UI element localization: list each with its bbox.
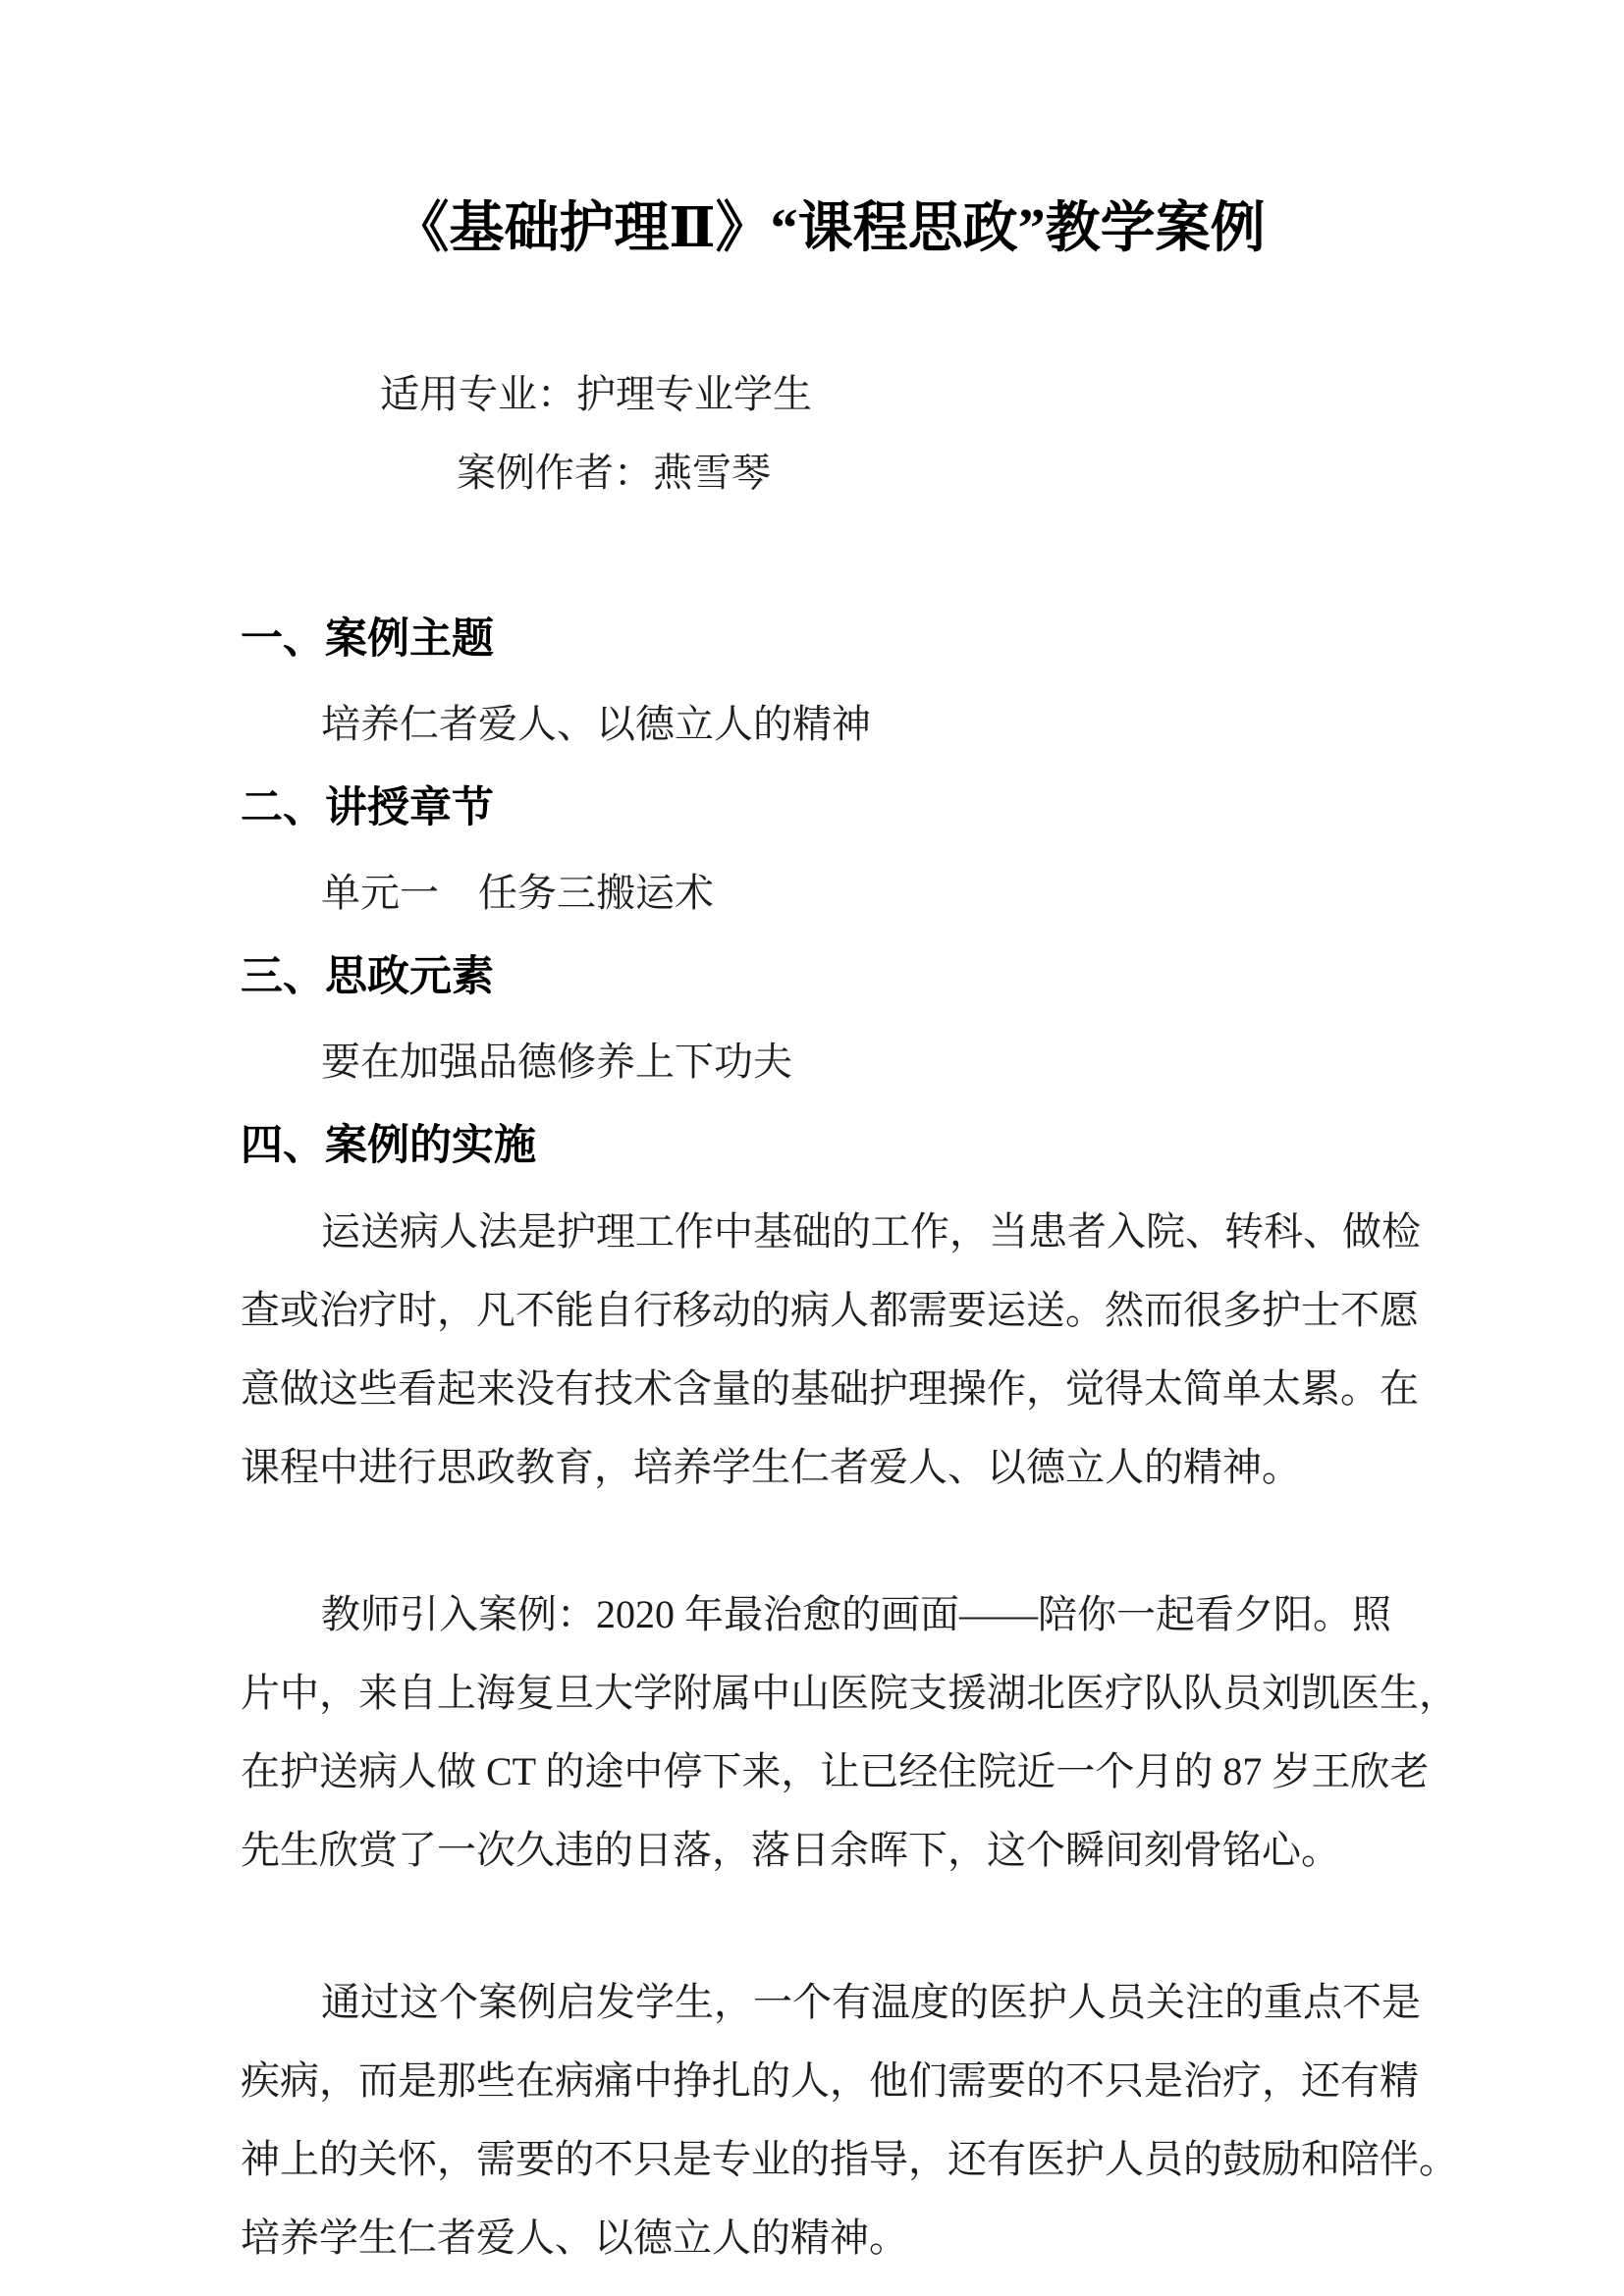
section-heading-case-implementation: 四、案例的实施 [241, 1123, 536, 1169]
document-content [241, 194, 1458, 2277]
paragraph-line: 培养学生仁者爱人、以德立人的精神。 [241, 2216, 908, 2260]
body-paragraph-1 [241, 1193, 1419, 1507]
paragraph-line: 通过这个案例启发学生，一个有温度的医护人员关注的重点不是 [321, 1980, 1421, 2024]
section-content-ideological-elements: 要在加强品德修养上下功夫 [321, 1040, 792, 1084]
paragraph-line: 片中，来自上海复旦大学附属中山医院支援湖北医疗队队员刘凯医生， [241, 1671, 1458, 1715]
paragraph-line: 先生欣赏了一次久违的日落，落日余晖下，这个瞬间刻骨铭心。 [241, 1828, 1340, 1872]
section-heading-case-theme: 一、案例主题 [241, 616, 494, 663]
paragraph-line: 在护送病人做 CT 的途中停下来，让已经住院近一个月的 87 岁王欣老 [241, 1749, 1430, 1793]
document-meta [241, 277, 1419, 591]
section-heading-teaching-chapter: 二、讲授章节 [241, 785, 494, 831]
paragraph-line: 神上的关怀，需要的不只是专业的指导，还有医护人员的鼓励和陪伴。 [241, 2137, 1458, 2181]
document-title: 《基础护理Ⅱ》“课程思政”教学案例 [394, 198, 1266, 259]
body-paragraph-3 [241, 1963, 1458, 2277]
document-outline [241, 598, 1419, 1189]
paragraph-line: 课程中进行思政教育，培养学生仁者爱人、以德立人的精神。 [241, 1445, 1301, 1489]
body-paragraph-2 [241, 1575, 1458, 1890]
section-content-teaching-chapter: 单元一 任务三搬运术 [321, 871, 714, 915]
paragraph-line: 教师引入案例：2020 年最治愈的画面——陪你一起看夕阳。照 [321, 1592, 1391, 1636]
section-heading-ideological-elements: 三、思政元素 [241, 954, 494, 1000]
paragraph-line: 疾病，而是那些在病痛中挣扎的人，他们需要的不只是治疗，还有精 [241, 2058, 1419, 2103]
section-content-case-theme: 培养仁者爱人、以德立人的精神 [321, 702, 871, 746]
meta-applicable-major: 适用专业：护理专业学生 [380, 372, 812, 416]
paragraph-line: 意做这些看起来没有技术含量的基础护理操作，觉得太简单太累。在 [241, 1366, 1419, 1411]
paragraph-line: 运送病人法是护理工作中基础的工作，当患者入院、转科、做检 [321, 1209, 1421, 1254]
paragraph-line: 查或治疗时，凡不能自行移动的病人都需要运送。然而很多护士不愿 [241, 1288, 1419, 1332]
meta-case-author: 案例作者：燕雪琴 [457, 451, 771, 495]
